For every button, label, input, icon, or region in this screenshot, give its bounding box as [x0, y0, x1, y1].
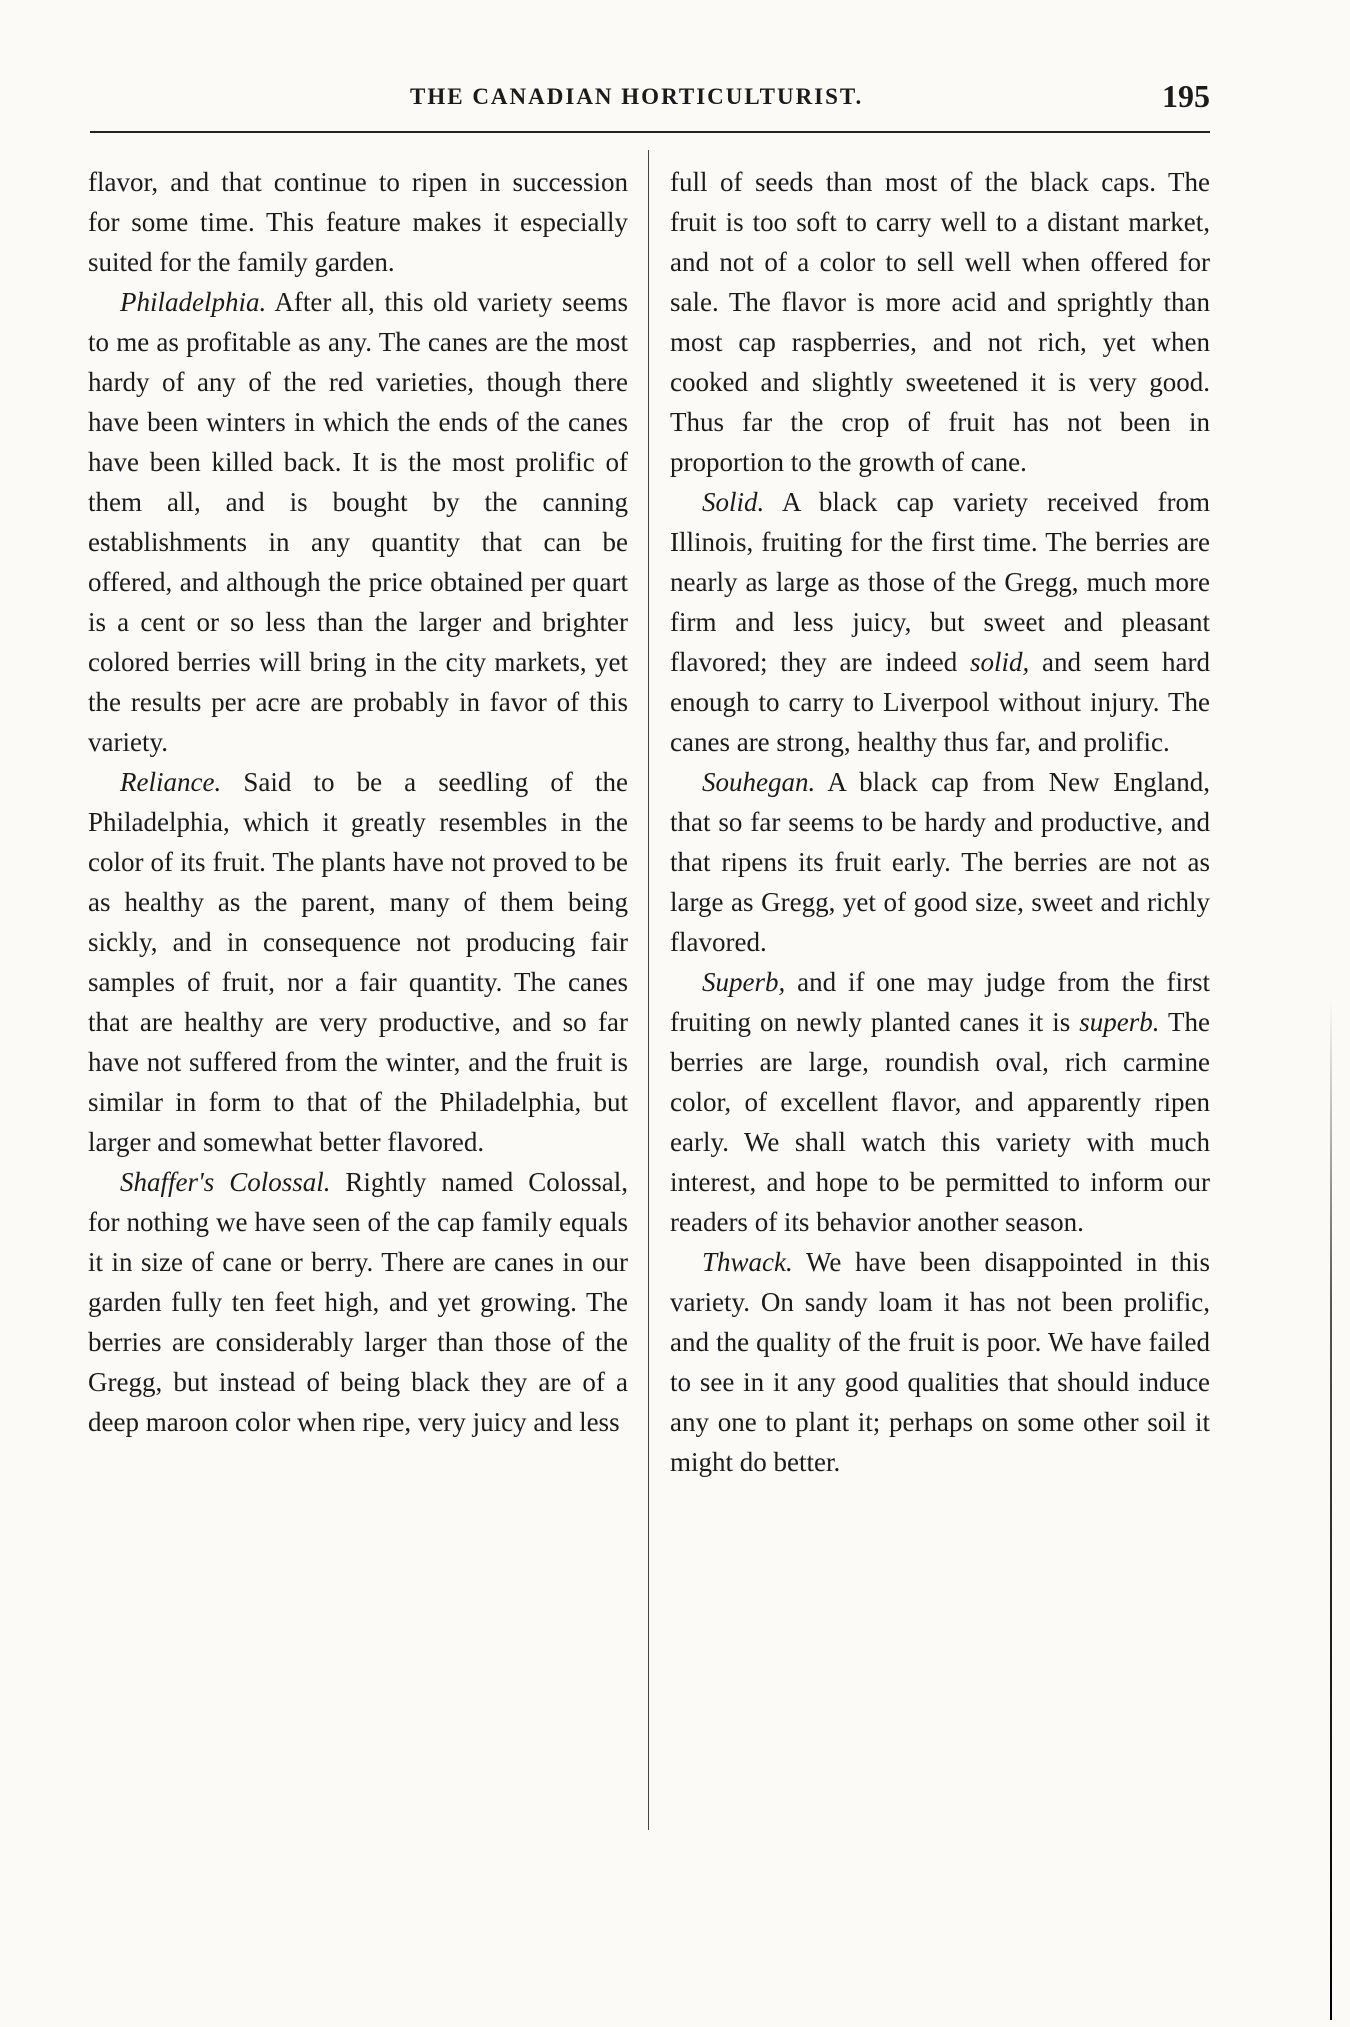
- page-number: 195: [1162, 78, 1210, 114]
- variety-name-souhegan: Souhegan.: [702, 767, 816, 797]
- variety-name-superb: Superb,: [702, 967, 786, 997]
- paragraph-text: We have been disappointed in this variety. On sandy loam it has not been prolific, and the quality of the fruit is poor. We have failed to see in it any good qualities that should induce any one to plant it; perhaps on some other soil it might do better.: [670, 1247, 1210, 1477]
- paragraph-text: and if one may judge from the first fruiting on newly planted canes it is: [670, 967, 1210, 1037]
- paragraph-text: Rightly named Colossal, for nothing we have seen of the cap family equals it in size of cane or berry. There are canes in our garden fully ten feet high, and yet growing. The berries are considerably larger than those of the Gregg, but instead of being black they are of a deep maroon color when ripe, very juicy and less: [88, 1167, 628, 1437]
- variety-name-philadelphia: Philadelphia.: [120, 287, 267, 317]
- paragraph-solid: [670, 482, 1210, 762]
- paragraph-shaffers-colossal: [88, 1162, 628, 1442]
- running-title: THE CANADIAN HORTICULTURIST.: [410, 84, 864, 109]
- scan-edge-mark: [1330, 1000, 1332, 2020]
- paragraph-thwack: [670, 1242, 1210, 1482]
- variety-name-thwack: Thwack.: [702, 1247, 793, 1277]
- paragraph-text: full of seeds than most of the black caps. The fruit is too soft to carry well to a distant market, and not of a color to sell well when offered for sale. The flavor is more acid and sprightly than most cap raspberries, and not rich, yet when cooked and slightly sweetened it is very good. Thus far the crop of fruit has not been in proportion to the growth of cane.: [670, 167, 1210, 477]
- paragraph-souhegan: [670, 762, 1210, 962]
- left-column: [88, 162, 628, 1442]
- column-divider: [648, 150, 649, 1830]
- paragraph-superb: [670, 962, 1210, 1242]
- header-rule: [90, 131, 1210, 133]
- page-header: [90, 78, 1210, 126]
- paragraph-text: The berries are large, roundish oval, rich carmine color, of excellent flavor, and apparently ripen early. We shall watch this variety with much interest, and hope to be permitted to inform our readers of its behavior another season.: [670, 1007, 1210, 1237]
- paragraph-text: After all, this old variety seems to me as profitable as any. The canes are the most hardy of any of the red varieties, though there have been winters in which the ends of the canes have been killed back. It is the most prolific of them all, and is bought by the canning establishments in any quantity that can be offered, and although the price obtained per quart is a cent or so less than the larger and brighter colored berries will bring in the city markets, yet the results per acre are probably in favor of this variety.: [88, 287, 628, 757]
- paragraph-text: A black cap variety received from Illinois, fruiting for the first time. The berries are nearly as large as those of the Gregg, much more firm and less juicy, but sweet and pleasant flavored; they are indeed: [670, 487, 1210, 677]
- paragraph-text: A black cap from New England, that so far seems to be hardy and productive, and that ripens its fruit early. The berries are not as large as Gregg, yet of good size, sweet and richly flavored.: [670, 767, 1210, 957]
- variety-name-shaffers-colossal: Shaffer's Colossal.: [120, 1167, 331, 1197]
- paragraph-text: and seem hard enough to carry to Liverpool without injury. The canes are strong, healthy thus far, and prolific.: [670, 647, 1210, 757]
- paragraph-continuation: [88, 162, 628, 282]
- emphasis-solid: solid,: [969, 647, 1030, 677]
- paragraph-philadelphia: [88, 282, 628, 762]
- paragraph-text: Said to be a seedling of the Philadelphia, which it greatly resembles in the color of its fruit. The plants have not proved to be as healthy as the parent, many of them being sickly, and in consequence not producing fair samples of fruit, nor a fair quantity. The canes that are healthy are very productive, and so far have not suffered from the winter, and the fruit is similar in form to that of the Philadelphia, but larger and somewhat better flavored.: [88, 767, 628, 1157]
- emphasis-superb: superb.: [1079, 1007, 1160, 1037]
- variety-name-reliance: Reliance.: [120, 767, 222, 797]
- paragraph-continuation: [670, 162, 1210, 482]
- right-column: [670, 162, 1210, 1482]
- paragraph-text: flavor, and that continue to ripen in succession for some time. This feature makes it especially suited for the family garden.: [88, 167, 628, 277]
- paragraph-reliance: [88, 762, 628, 1162]
- variety-name-solid: Solid.: [702, 487, 765, 517]
